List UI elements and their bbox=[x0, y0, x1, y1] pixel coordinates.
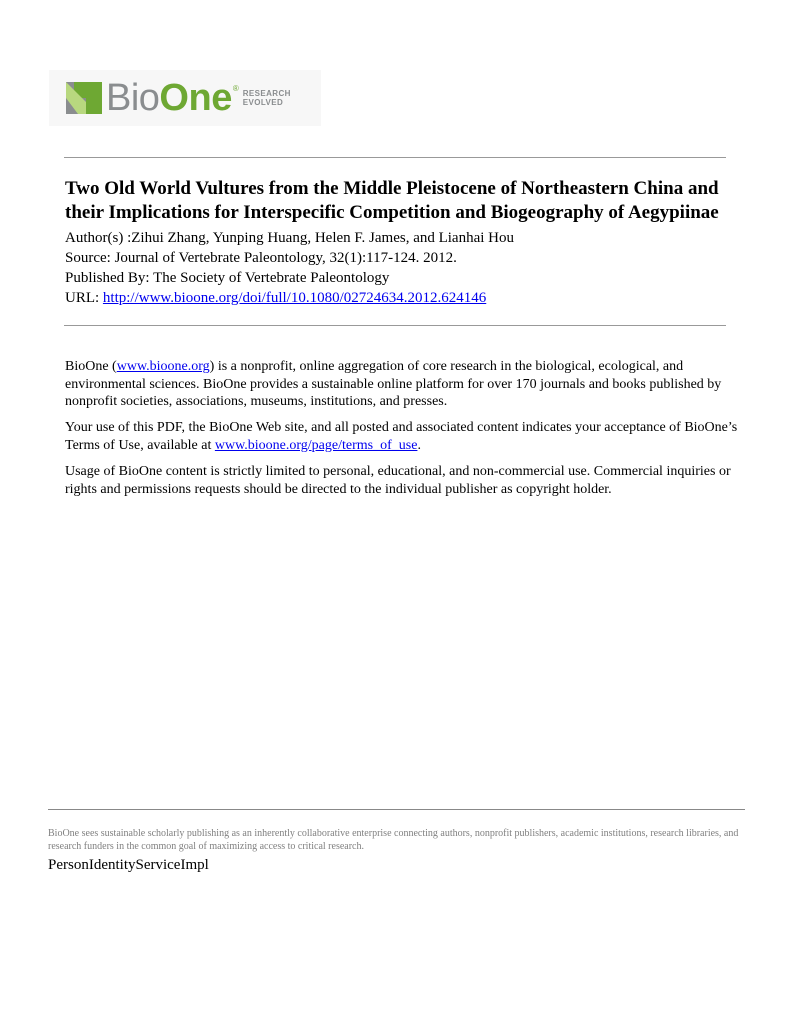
header-divider bbox=[64, 157, 726, 158]
about-text-prefix: BioOne ( bbox=[65, 359, 117, 374]
terms-paragraph bbox=[65, 419, 745, 454]
bioone-leaf-icon bbox=[64, 78, 104, 118]
article-url-line bbox=[65, 288, 514, 308]
footer-identity: PersonIdentityServiceImpl bbox=[48, 857, 209, 873]
bioone-logo bbox=[64, 74, 291, 122]
footer-divider bbox=[48, 809, 745, 810]
metadata-divider bbox=[64, 325, 726, 326]
logo-tagline bbox=[243, 89, 291, 107]
article-authors: Author(s) :Zihui Zhang, Yunping Huang, Helen F. James, and Lianhai Hou bbox=[65, 230, 514, 246]
terms-of-use-link[interactable]: www.bioone.org/page/terms_of_use bbox=[214, 437, 418, 453]
bioone-website-link[interactable]: www.bioone.org bbox=[116, 359, 210, 374]
logo-tagline-line1: RESEARCH bbox=[242, 89, 291, 98]
logo-wordmark-bio: Bio bbox=[106, 76, 160, 119]
footer-note: BioOne sees sustainable scholarly publishing as an inherently collaborative enterprise connecting authors, nonprofit publishers, academic institutions, research libraries, and research funders in the common goal of maximizing access to critical research. bbox=[48, 828, 739, 852]
logo-wordmark-one: One bbox=[159, 76, 232, 119]
article-source: Source: Journal of Vertebrate Paleontology, 32(1):117-124. 2012. bbox=[65, 250, 457, 266]
url-label: URL: bbox=[65, 290, 103, 306]
article-title: Two Old World Vultures from the Middle Pleistocene of Northeastern China and their Implications for Interspecific Competition and Biogeography of Aegypiinae bbox=[65, 178, 719, 223]
article-publisher: Published By: The Society of Vertebrate Paleontology bbox=[65, 270, 390, 286]
usage-paragraph: Usage of BioOne content is strictly limited to personal, educational, and non-commercial use. Commercial inquiries or rights and permissions requests should be directed to the individual publisher as copyright holder. bbox=[65, 464, 731, 497]
about-paragraph bbox=[65, 358, 745, 411]
terms-text-prefix: Your use of this PDF, the BioOne Web site, and all posted and associated content indicates your acceptance of BioOne’s Terms of Use, available at bbox=[65, 420, 738, 453]
registered-mark: ® bbox=[232, 83, 239, 93]
about-text-suffix: ) is a nonprofit, online aggregation of core research in the biological, ecological, and environmental sciences. BioOne provides a sustainable online platform for over 170 journals and books published by nonprofit societies, associations, museums, institutions, and presses. bbox=[65, 359, 722, 409]
terms-text-suffix: . bbox=[417, 437, 421, 453]
logo-tagline-line2: EVOLVED bbox=[242, 98, 284, 107]
article-metadata bbox=[65, 228, 514, 308]
article-url-link[interactable]: http://www.bioone.org/doi/full/10.1080/02724634.2012.624146 bbox=[102, 290, 487, 306]
